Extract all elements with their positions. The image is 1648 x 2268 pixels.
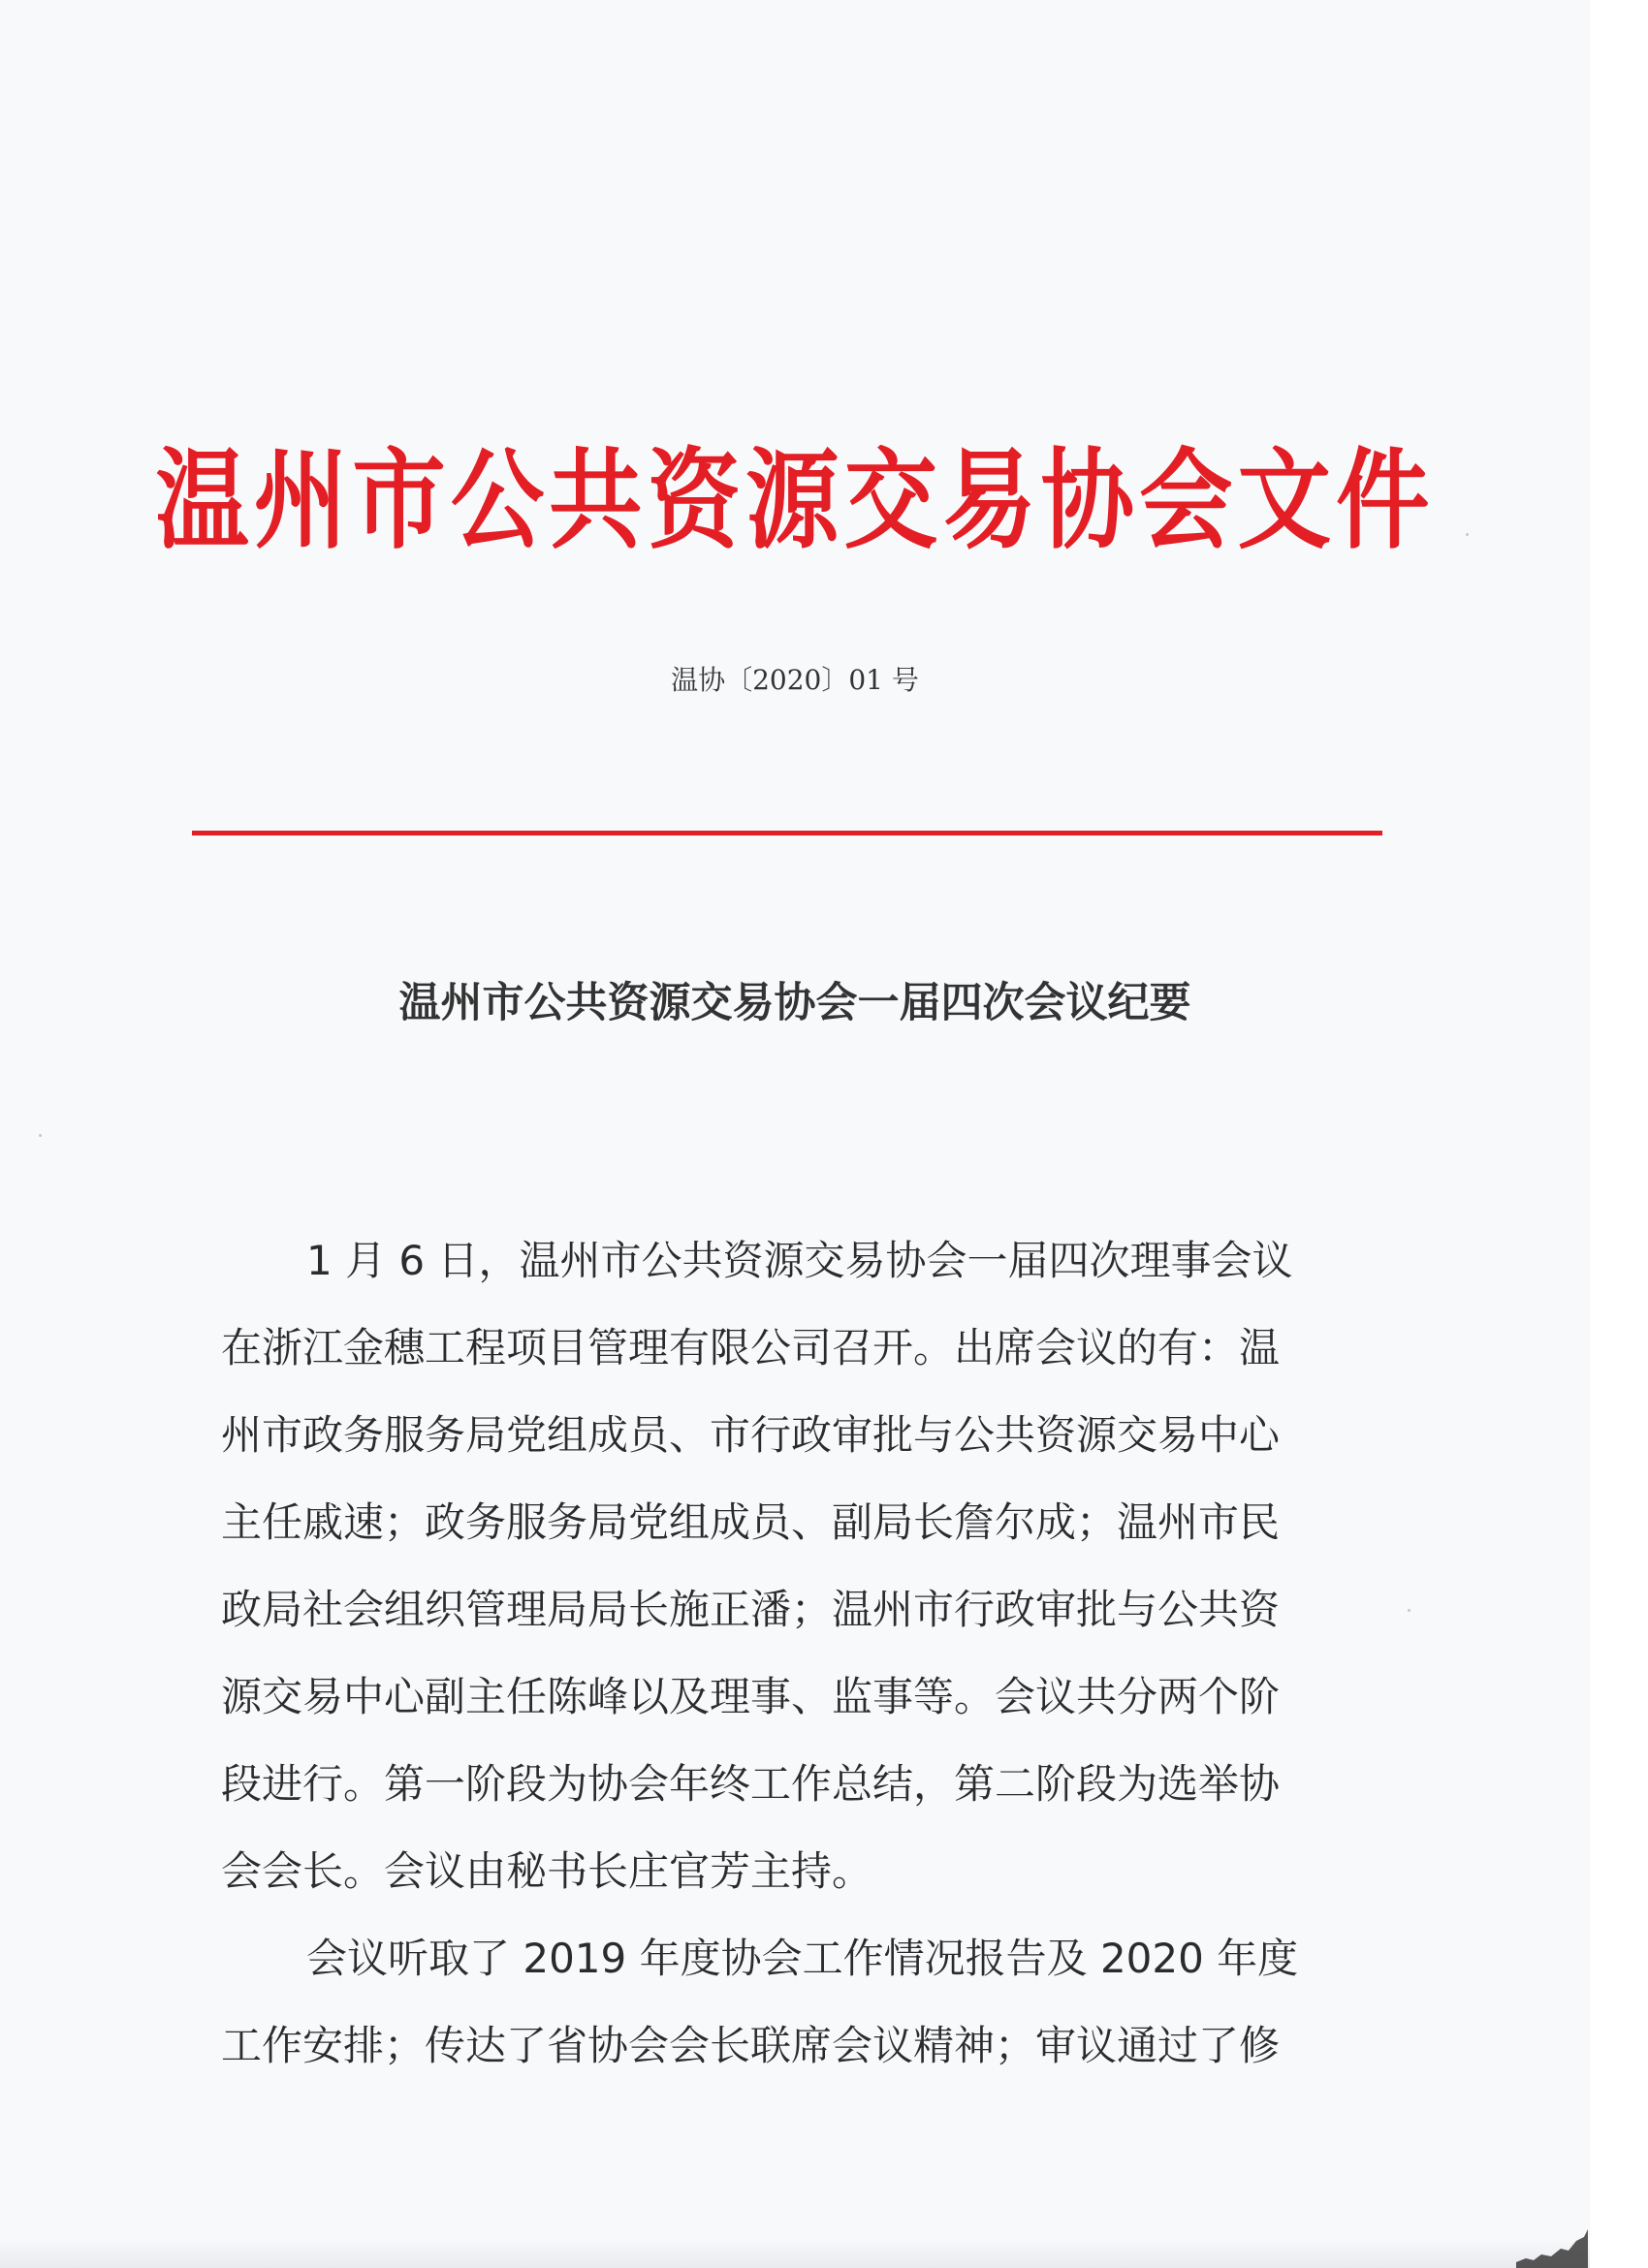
paragraph-1-line-5: 政局社会组织管理局局长施正潘；温州市行政审批与公共资 [221, 1586, 1281, 1633]
document-number: 温协〔2020〕01 号 [671, 664, 919, 696]
scan-bottom-edge [0, 2239, 1590, 2268]
paragraph-1-line-8: 会会长。会议由秘书长庄官芳主持。 [221, 1847, 873, 1895]
scan-speck [1466, 533, 1469, 536]
scan-corner-smudge [1512, 2220, 1590, 2268]
minutes-body [221, 1217, 1346, 2090]
issuer-header-title: 温州市公共资源交易协会文件 [155, 437, 1435, 564]
scan-speck [39, 1134, 42, 1137]
paragraph-1-line-4: 主任戚速；政务服务局党组成员、副局长詹尔成；温州市民 [221, 1498, 1281, 1546]
paragraph-1-line-1: 1 月 6 日，温州市公共资源交易协会一届四次理事会议 [306, 1237, 1293, 1284]
paragraph-1-line-6: 源交易中心副主任陈峰以及理事、监事等。会议共分两个阶 [221, 1673, 1281, 1720]
scan-speck [1408, 1609, 1410, 1612]
meeting-minutes-title: 温州市公共资源交易协会一届四次会议纪要 [398, 979, 1191, 1027]
paragraph-2-line-1: 会议听取了 2019 年度协会工作情况报告及 2020 年度 [306, 1935, 1299, 1982]
paragraph-1-line-3: 州市政务服务局党组成员、市行政审批与公共资源交易中心 [221, 1411, 1281, 1459]
scan-margin-strip [1590, 0, 1648, 2268]
paragraph-2-line-2: 工作安排；传达了省协会会长联席会议精神；审议通过了修 [221, 2022, 1281, 2069]
paragraph-1-line-2: 在浙江金穗工程项目管理有限公司召开。出席会议的有：温 [221, 1324, 1281, 1371]
paragraph-1-line-7: 段进行。第一阶段为协会年终工作总结，第二阶段为选举协 [221, 1760, 1281, 1808]
red-divider-rule [192, 831, 1382, 835]
